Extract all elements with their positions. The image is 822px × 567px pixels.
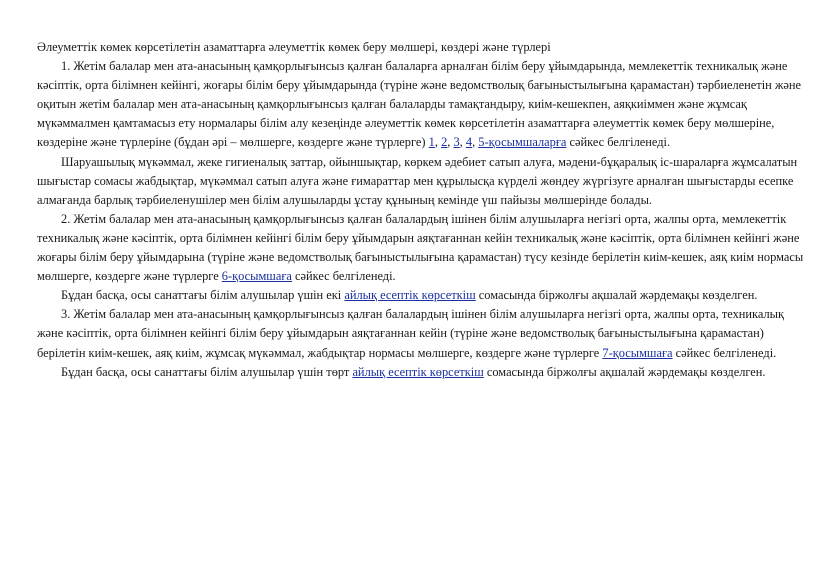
paragraph-6-text: Бұдан басқа, осы санаттағы білім алушылар үшін төрт — [61, 364, 353, 379]
paragraph-1-tail: сәйкес белгіленеді. — [566, 135, 671, 150]
paragraph-1-text: 1. Жетім балалар мен ата-анасының қамқорлығынсыз қалған балаларға арналған білім беру ұйымдарында, мемлекеттік техникалық және кәсіптік, орта білімнен кейінгі, жоғары білім беру ұйымдарында (түріне және ведомстволық бағыныстылығына қарамастан) тәрбиеленетін және оқитын жетім балалар мен ата-анасының қамқорлығынсыз қалған балаларды тамақтандыру, киім-кешекпен, аяқкиіммен және жұмсақ мүкәммалмен қамтамасыз ету нормалары білім алу кезеңінде әлеуметтік көмек көрсетілетін азаматтарға әлеуметтік көмек беру мөлшеріне, көздеріне және түрлеріне (бұдан әрі – мөлшерге, көздерге және түрлерге) — [37, 59, 802, 150]
monthly-index-link[interactable]: айлық есептік көрсеткіш — [344, 288, 476, 303]
appendix-4-link[interactable]: 4 — [465, 135, 473, 150]
separator: , — [459, 135, 466, 150]
paragraph-5 — [37, 305, 812, 362]
paragraph-1 — [37, 57, 812, 152]
paragraph-6-tail: сомасында біржолғы ақшалай жәрдемақы көзделген. — [483, 364, 766, 379]
separator: , — [447, 135, 454, 150]
paragraph-4 — [37, 286, 812, 305]
paragraph-5-tail: сәйкес белгіленеді. — [672, 345, 777, 360]
monthly-index-link[interactable]: айлық есептік көрсеткіш — [352, 364, 484, 379]
paragraph-2: Шаруашылық мүкәммал, жеке гигиеналық заттар, ойыншықтар, көркем әдебиет сатып алуға, мәдени-бұқаралық іс-шараларға жұмсалатын шығыстар сомасы жабдықтар, мүкәммал сатып алуға және ғимараттар мен құрылысқа күрделі жөндеу жүргізуге арналған шығыстарды есепке алмағанда барлық тәрбиеленушілер мен білім алушыларды ұстау құнының кемінде үш пайызы мөлшерінде болады. — [37, 154, 798, 207]
paragraph-6 — [37, 363, 812, 382]
separator: , — [434, 135, 442, 150]
paragraph-3-text: 2. Жетім балалар мен ата-анасының қамқорлығынсыз қалған балалардың ішінен білім алушыларға негізгі орта, жалпы орта, мемлекеттік техникалық және кәсіптік, орта білімнен кейінгі білім беру ұйымдарын аяқтағаннан кейін техникалық және кәсіптік, орта білімнен кейінгі және жоғары білім беру ұйымдарына (түріне және ведомстволық бағыныстылығына қарамастан) түсу кезінде берілетін киім-кешек, аяқ киім нормасы мөлшерге, көздерге және түрлерге — [37, 211, 804, 284]
appendix-2-link[interactable]: 2 — [441, 135, 448, 150]
paragraph-5-text: 3. Жетім балалар мен ата-анасының қамқорлығынсыз қалған балалардың ішінен білім алушыларға негізгі орта, жалпы орта, техникалық және кәсіптік, орта білімнен кейінгі білім беру ұйымдарын аяқтағаннан кейін (түріне және ведомстволық бағыныстылығына қарамастан) берілетін киім-кешек, аяқ киім, жұмсақ мүкәммал, жабдықтар нормасы мөлшерге, көздерге және түрлерге — [37, 307, 785, 360]
paragraph-3 — [37, 210, 812, 286]
appendix-3-link[interactable]: 3 — [453, 135, 460, 150]
paragraph-4-text: Бұдан басқа, осы санаттағы білім алушылар үшін екі — [61, 288, 345, 303]
appendix-5-link[interactable]: 5-қосымшаларға — [478, 135, 567, 150]
paragraph-4-tail: сомасында біржолғы ақшалай жәрдемақы көзделген. — [475, 288, 758, 303]
appendix-1-link[interactable]: 1 — [428, 135, 435, 150]
document-heading: Әлеуметтік көмек көрсетілетін азаматтарға әлеуметтік көмек беру мөлшері, көздері және түрлері — [37, 40, 551, 54]
separator: , — [472, 135, 479, 150]
appendix-7-link[interactable]: 7-қосымшаға — [602, 345, 673, 360]
appendix-6-link[interactable]: 6-қосымшаға — [221, 269, 292, 284]
paragraph-3-tail: сәйкес белгіленеді. — [291, 269, 396, 284]
